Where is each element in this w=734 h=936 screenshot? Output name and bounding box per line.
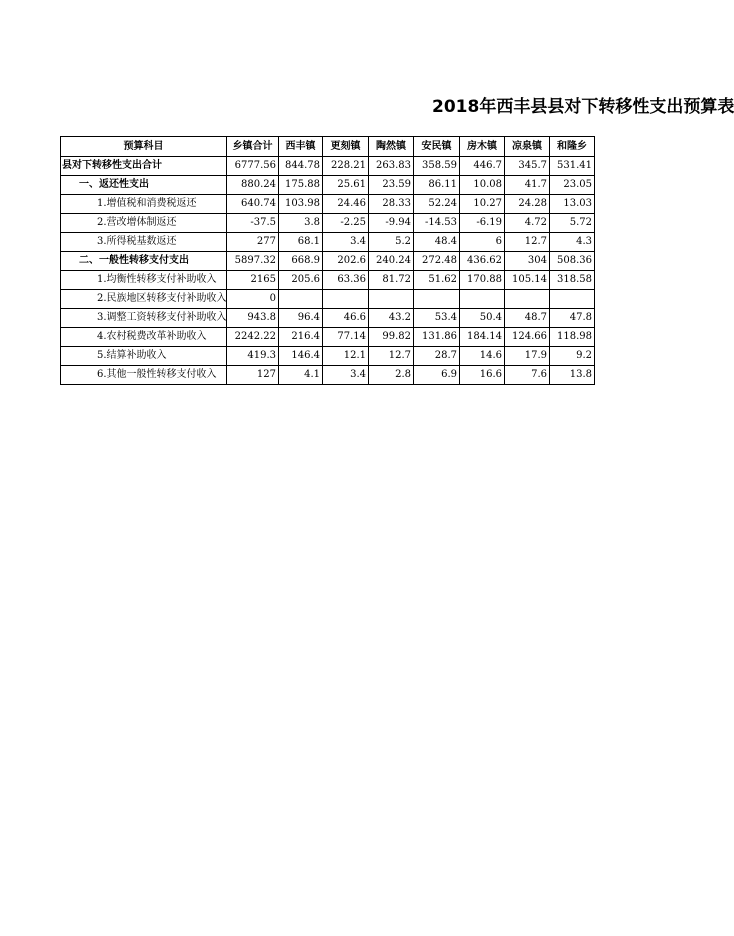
row-label-cell[interactable]: 1.均衡性转移支付补助收入: [61, 271, 227, 290]
value-cell[interactable]: 10.27: [460, 195, 505, 214]
table-row: [61, 309, 595, 328]
value-cell[interactable]: 68.1: [279, 233, 323, 252]
value-cell[interactable]: -9.94: [369, 214, 414, 233]
value-cell[interactable]: 844.78: [279, 157, 323, 176]
value-cell[interactable]: 48.7: [505, 309, 550, 328]
row-label-cell[interactable]: 6.其他一般性转移支付收入: [61, 366, 227, 385]
value-cell[interactable]: 7.6: [505, 366, 550, 385]
value-cell[interactable]: 14.6: [460, 347, 505, 366]
row-label-cell[interactable]: 一、返还性支出: [61, 176, 227, 195]
table-row: [61, 233, 595, 252]
table-row: [61, 157, 595, 176]
value-cell[interactable]: -2.25: [323, 214, 369, 233]
value-cell[interactable]: [279, 290, 323, 309]
header-cell-town[interactable]: 陶然镇: [369, 137, 414, 157]
row-label-cell[interactable]: 3.调整工资转移支付补助收入: [61, 309, 227, 328]
value-cell[interactable]: 4.3: [550, 233, 595, 252]
value-cell[interactable]: 943.8: [227, 309, 279, 328]
row-label-cell[interactable]: 二、一般性转移支付支出: [61, 252, 227, 271]
value-cell[interactable]: 508.36: [550, 252, 595, 271]
value-cell[interactable]: 47.8: [550, 309, 595, 328]
value-cell[interactable]: 228.21: [323, 157, 369, 176]
table-row: [61, 271, 595, 290]
header-cell-town[interactable]: 乡镇合计: [227, 137, 279, 157]
value-cell[interactable]: -37.5: [227, 214, 279, 233]
value-cell[interactable]: 12.1: [323, 347, 369, 366]
budget-table: [60, 136, 595, 385]
value-cell[interactable]: 4.1: [279, 366, 323, 385]
value-cell[interactable]: 175.88: [279, 176, 323, 195]
value-cell[interactable]: 24.46: [323, 195, 369, 214]
value-cell[interactable]: 127: [227, 366, 279, 385]
value-cell[interactable]: 48.4: [414, 233, 460, 252]
header-cell-town[interactable]: 房木镇: [460, 137, 505, 157]
value-cell[interactable]: 436.62: [460, 252, 505, 271]
value-cell[interactable]: 12.7: [505, 233, 550, 252]
value-cell[interactable]: 0: [227, 290, 279, 309]
header-cell-town[interactable]: 和隆乡: [550, 137, 595, 157]
value-cell[interactable]: [414, 290, 460, 309]
value-cell[interactable]: 25.61: [323, 176, 369, 195]
value-cell[interactable]: 419.3: [227, 347, 279, 366]
sheet-title: 2018年西丰县县对下转移性支出预算表: [432, 97, 734, 117]
header-cell-town[interactable]: 凉泉镇: [505, 137, 550, 157]
value-cell[interactable]: 28.33: [369, 195, 414, 214]
value-cell[interactable]: 6: [460, 233, 505, 252]
table-row: [61, 347, 595, 366]
table-row: [61, 328, 595, 347]
value-cell[interactable]: 240.24: [369, 252, 414, 271]
value-cell[interactable]: 96.4: [279, 309, 323, 328]
header-cell-town[interactable]: 安民镇: [414, 137, 460, 157]
table-row: [61, 214, 595, 233]
value-cell[interactable]: 46.6: [323, 309, 369, 328]
value-cell[interactable]: -6.19: [460, 214, 505, 233]
value-cell[interactable]: 668.9: [279, 252, 323, 271]
value-cell[interactable]: 5.2: [369, 233, 414, 252]
value-cell[interactable]: [460, 290, 505, 309]
value-cell[interactable]: -14.53: [414, 214, 460, 233]
value-cell[interactable]: 5897.32: [227, 252, 279, 271]
value-cell[interactable]: 272.48: [414, 252, 460, 271]
value-cell[interactable]: 205.6: [279, 271, 323, 290]
row-label-cell[interactable]: 3.所得税基数返还: [61, 233, 227, 252]
value-cell[interactable]: [369, 290, 414, 309]
value-cell[interactable]: 216.4: [279, 328, 323, 347]
value-cell[interactable]: 52.24: [414, 195, 460, 214]
value-cell[interactable]: 3.8: [279, 214, 323, 233]
row-label-cell[interactable]: 2.营改增体制返还: [61, 214, 227, 233]
row-label-cell[interactable]: 1.增值税和消费税返还: [61, 195, 227, 214]
value-cell[interactable]: 118.98: [550, 328, 595, 347]
header-cell-town[interactable]: 西丰镇: [279, 137, 323, 157]
row-label-cell[interactable]: 5.结算补助收入: [61, 347, 227, 366]
value-cell[interactable]: 17.9: [505, 347, 550, 366]
row-label-cell[interactable]: 4.农村税费改革补助收入: [61, 328, 227, 347]
value-cell[interactable]: [505, 290, 550, 309]
value-cell[interactable]: 880.24: [227, 176, 279, 195]
value-cell[interactable]: 81.72: [369, 271, 414, 290]
value-cell[interactable]: 5.72: [550, 214, 595, 233]
value-cell[interactable]: 23.05: [550, 176, 595, 195]
value-cell[interactable]: 41.7: [505, 176, 550, 195]
header-row: [61, 137, 595, 157]
value-cell[interactable]: [550, 290, 595, 309]
value-cell[interactable]: 170.88: [460, 271, 505, 290]
value-cell[interactable]: 63.36: [323, 271, 369, 290]
value-cell[interactable]: 531.41: [550, 157, 595, 176]
value-cell[interactable]: 105.14: [505, 271, 550, 290]
value-cell[interactable]: 131.86: [414, 328, 460, 347]
value-cell[interactable]: 51.62: [414, 271, 460, 290]
value-cell[interactable]: 24.28: [505, 195, 550, 214]
value-cell[interactable]: [323, 290, 369, 309]
value-cell[interactable]: 50.4: [460, 309, 505, 328]
value-cell[interactable]: 9.2: [550, 347, 595, 366]
value-cell[interactable]: 446.7: [460, 157, 505, 176]
header-cell-town[interactable]: 更刻镇: [323, 137, 369, 157]
value-cell[interactable]: 345.7: [505, 157, 550, 176]
value-cell[interactable]: 13.8: [550, 366, 595, 385]
value-cell[interactable]: 202.6: [323, 252, 369, 271]
value-cell[interactable]: 53.4: [414, 309, 460, 328]
table-row: [61, 366, 595, 385]
value-cell[interactable]: 640.74: [227, 195, 279, 214]
value-cell[interactable]: 43.2: [369, 309, 414, 328]
value-cell[interactable]: 146.4: [279, 347, 323, 366]
value-cell[interactable]: 124.66: [505, 328, 550, 347]
value-cell[interactable]: 99.82: [369, 328, 414, 347]
value-cell[interactable]: 28.7: [414, 347, 460, 366]
value-cell[interactable]: 318.58: [550, 271, 595, 290]
budget-table-area: [60, 136, 594, 388]
value-cell[interactable]: 6.9: [414, 366, 460, 385]
value-cell[interactable]: 77.14: [323, 328, 369, 347]
value-cell[interactable]: 16.6: [460, 366, 505, 385]
row-label-cell[interactable]: 县对下转移性支出合计: [61, 157, 227, 176]
value-cell[interactable]: 358.59: [414, 157, 460, 176]
value-cell[interactable]: 13.03: [550, 195, 595, 214]
value-cell[interactable]: 2165: [227, 271, 279, 290]
value-cell[interactable]: 103.98: [279, 195, 323, 214]
value-cell[interactable]: 4.72: [505, 214, 550, 233]
value-cell[interactable]: 12.7: [369, 347, 414, 366]
table-row: [61, 195, 595, 214]
table-row: [61, 176, 595, 195]
value-cell[interactable]: 263.83: [369, 157, 414, 176]
value-cell[interactable]: 10.08: [460, 176, 505, 195]
value-cell[interactable]: 6777.56: [227, 157, 279, 176]
row-label-cell[interactable]: 2.民族地区转移支付补助收入: [61, 290, 227, 309]
value-cell[interactable]: 3.4: [323, 233, 369, 252]
value-cell[interactable]: 2242.22: [227, 328, 279, 347]
value-cell[interactable]: 2.8: [369, 366, 414, 385]
table-row: [61, 252, 595, 271]
value-cell[interactable]: 277: [227, 233, 279, 252]
value-cell[interactable]: 23.59: [369, 176, 414, 195]
value-cell[interactable]: 3.4: [323, 366, 369, 385]
header-cell-subject[interactable]: 预算科目: [61, 137, 227, 157]
table-row: [61, 290, 595, 309]
value-cell[interactable]: 184.14: [460, 328, 505, 347]
value-cell[interactable]: 86.11: [414, 176, 460, 195]
value-cell[interactable]: 304: [505, 252, 550, 271]
